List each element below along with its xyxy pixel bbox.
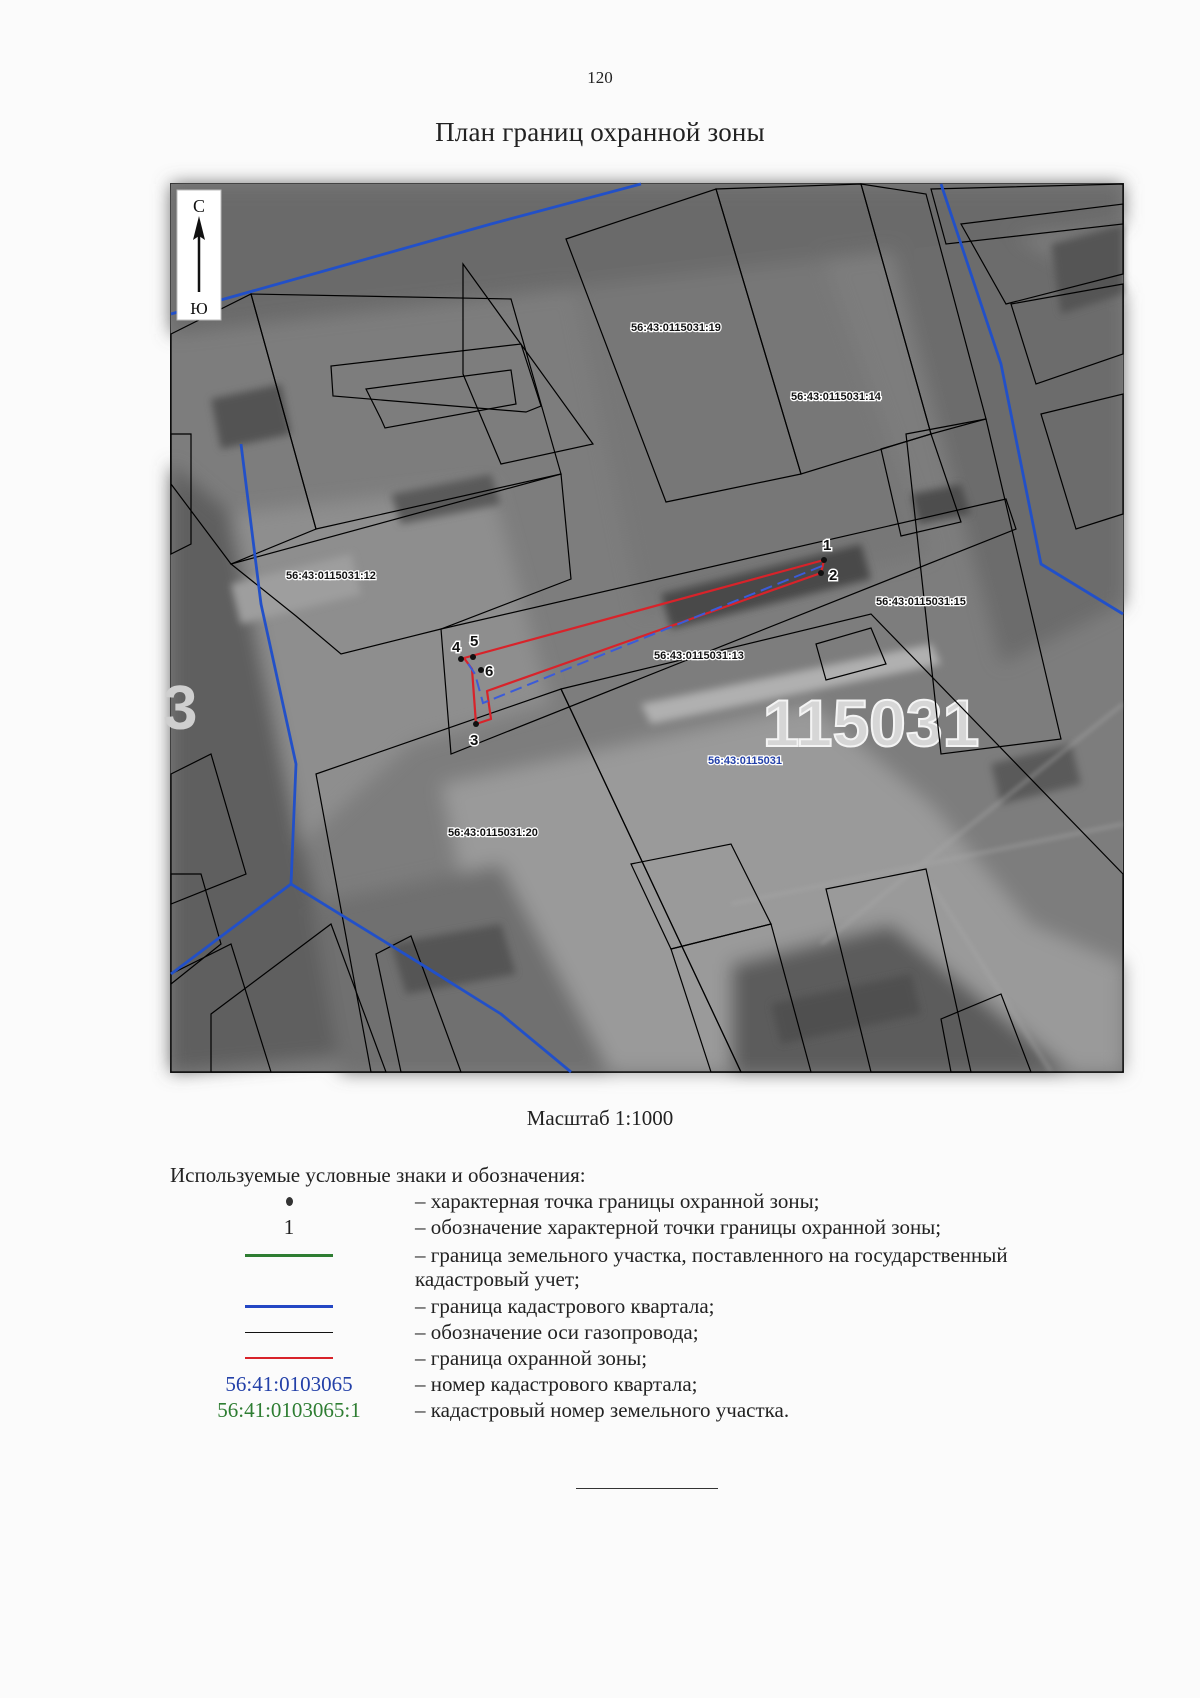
legend-text: – номер кадастрового квартала;: [415, 1372, 698, 1396]
parcel-label: 56:43:0115031:14: [791, 391, 881, 403]
map-scale: Масштаб 1:1000: [526, 1106, 674, 1130]
point-label: 3: [470, 732, 479, 749]
north-letter: С: [192, 196, 206, 216]
point-label: 1: [823, 537, 832, 554]
point-marker-icon: [286, 1197, 293, 1206]
boundary-point: [818, 570, 824, 576]
green-line-icon: [245, 1254, 333, 1257]
legend-text: – обозначение характерной точки границы охранной зоны;: [415, 1215, 942, 1239]
parcel-label: 56:43:0115031:15: [876, 596, 966, 608]
legend-text: – характерная точка границы охранной зоны;: [415, 1189, 820, 1213]
legend-symbol-gas-axis: [190, 1320, 388, 1344]
boundary-point: [478, 667, 484, 673]
legend-heading: Используемые условные знаки и обозначения:: [170, 1163, 586, 1187]
legend-text: – обозначение оси газопровода;: [415, 1320, 699, 1344]
boundary-point: [470, 654, 476, 660]
cadastral-map: [163, 184, 1123, 1072]
north-arrow: [177, 190, 221, 320]
legend-symbol-point-number: 1: [283, 1215, 295, 1239]
bottom-separator: [576, 1488, 718, 1489]
page-title: План границ охранной зоны: [435, 117, 765, 147]
black-line-icon: [245, 1332, 333, 1333]
parcel-label: 56:43:0115031:12: [286, 570, 376, 582]
boundary-point: [473, 721, 479, 727]
aerial-photo: [171, 184, 1123, 1072]
parcel-label: 56:43:0115031:13: [654, 650, 744, 662]
legend-symbol-parcel-number: 56:41:0103065:1: [217, 1398, 361, 1422]
point-label: 4: [452, 639, 461, 656]
red-line-icon: [245, 1357, 333, 1359]
boundary-point: [458, 656, 464, 662]
quarter-number-label: 56:43:0115031: [708, 755, 783, 767]
page-number: 120: [587, 68, 613, 87]
parcel-label: 56:43:0115031:20: [448, 827, 538, 839]
point-label: 5: [470, 633, 479, 650]
legend-text: – граница земельного участка, поставленного на государственный кадастровый учет;: [415, 1243, 1008, 1291]
legend-text: – кадастровый номер земельного участка.: [415, 1398, 790, 1422]
legend-symbol-quarter-line: [190, 1294, 388, 1318]
svg-text:115031: 115031: [762, 686, 980, 760]
svg-text:3: 3: [163, 674, 198, 743]
legend-symbol-parcel-line: [190, 1243, 388, 1267]
legend-symbol-zone-line: [190, 1346, 388, 1370]
legend-text: – граница охранной зоны;: [415, 1346, 648, 1370]
south-letter: Ю: [190, 299, 208, 318]
legend-symbol-quarter-number: 56:41:0103065: [225, 1372, 353, 1396]
point-label: 6: [485, 663, 494, 680]
boundary-point: [821, 557, 827, 563]
map-frame: [163, 183, 1124, 1073]
point-label: 2: [829, 567, 838, 584]
parcel-label: 56:43:0115031:19: [631, 322, 721, 334]
legend-text: – граница кадастрового квартала;: [415, 1294, 715, 1318]
blue-line-icon: [245, 1305, 333, 1308]
legend-symbol-point: [190, 1189, 388, 1213]
